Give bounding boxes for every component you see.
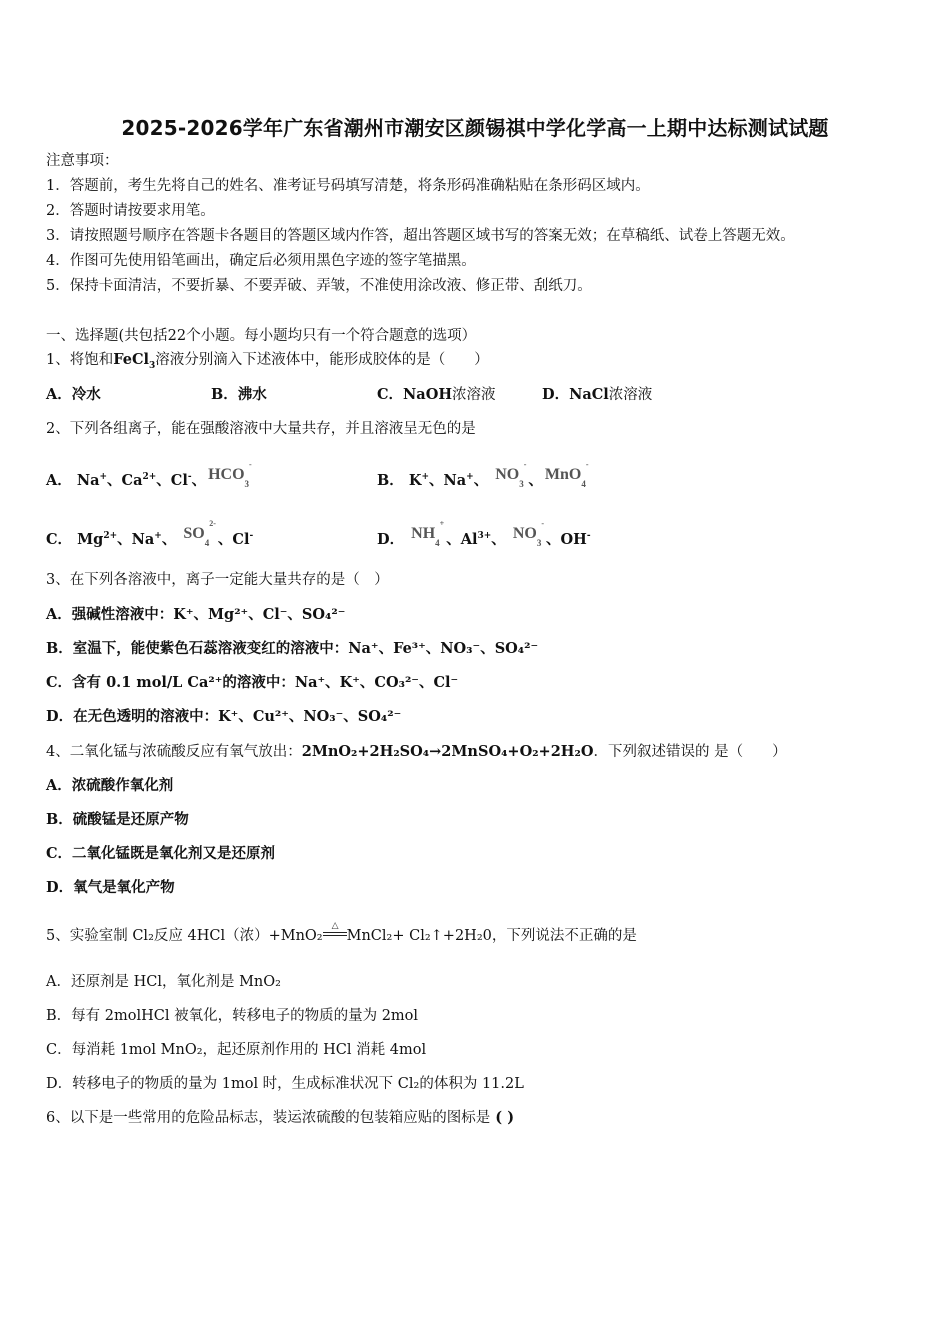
q2-option-a[interactable]: A． Na+、$Ca^{2+}$、Cl-、 $HCO_3^-$ xyxy=(46,459,252,490)
ion-image: $NO_3^-$ xyxy=(495,459,527,490)
notice-item: 2．答题时请按要求用笔。 xyxy=(46,203,215,219)
q3-option-b[interactable]: B．室温下，能使紫色石蕊溶液变红的溶液中：Na⁺、Fe³⁺、NO₃⁻、SO₄²⁻ xyxy=(46,640,539,657)
ion-image: $NH_4^+$ xyxy=(411,518,445,549)
question-6-stem: 6、以下是一些常用的危险品标志，装运浓硫酸的包装箱应贴的图标是 ( ) xyxy=(46,1109,515,1126)
q3-option-d[interactable]: D．在无色透明的溶液中：K⁺、Cu²⁺、NO₃⁻、SO₄²⁻ xyxy=(46,708,402,725)
q5-option-c[interactable]: C．每消耗 1mol MnO₂，起还原剂作用的 HCl 消耗 4mol xyxy=(46,1042,427,1058)
q2-option-d[interactable]: D． $NH_4^+$、$Al^{3+}$、 $NO_3^-$、OH- xyxy=(377,518,591,549)
question-1-stem xyxy=(46,350,489,370)
q1-option-b[interactable]: B．沸水 xyxy=(211,386,267,403)
q5-option-b[interactable]: B．每有 2molHCl 被氧化，转移电子的物质的量为 2mol xyxy=(46,1008,419,1024)
notice-item: 3．请按照题号顺序在答题卡各题目的答题区域内作答，超出答题区域书写的答案无效；在草稿纸、试卷上答题无效。 xyxy=(46,228,795,244)
notice-heading: 注意事项： xyxy=(46,153,119,169)
q4-option-a[interactable]: A．浓硫酸作氧化剂 xyxy=(46,777,174,794)
q1-stem-text: 1、将饱和 xyxy=(46,352,114,368)
notice-item: 1．答题前，考生先将自己的姓名、准考证号码填写清楚，将条形码准确粘贴在条形码区域内。 xyxy=(46,178,650,194)
q2-option-c[interactable]: C． $Mg^{2+}$、Na+、 $SO_4^{2-}$、Cl- xyxy=(46,518,254,549)
ion-image: MnO$_4$- xyxy=(544,459,589,490)
q4-option-d[interactable]: D．氧气是氧化产物 xyxy=(46,879,175,896)
q1-option-c[interactable]: C．NaOH浓溶液 xyxy=(377,386,496,403)
q1-formula: FeCl$_3$ xyxy=(113,351,156,371)
q1-option-a[interactable]: A．冷水 xyxy=(46,386,101,403)
ion-image: $SO_4^{2-}$ xyxy=(183,518,216,549)
notice-item: 5．保持卡面清洁，不要折暴、不要弄破、弄皱，不准使用涂改液、修正带、刮纸刀。 xyxy=(46,278,592,294)
q3-option-a[interactable]: A．强碱性溶液中：K⁺、Mg²⁺、Cl⁻、SO₄²⁻ xyxy=(46,606,346,623)
q4-option-b[interactable]: B．硫酸锰是还原产物 xyxy=(46,811,189,828)
ion-image: $NO_3^-$ xyxy=(512,518,545,549)
question-2-stem: 2、下列各组离子，能在强酸溶液中大量共存，并且溶液呈无色的是 xyxy=(46,421,476,437)
section-heading: 一、选择题(共包括22个小题。每小题均只有一个符合题意的选项） xyxy=(46,328,477,344)
ion-image: $HCO_3^-$ xyxy=(208,459,252,490)
page-title: 2025-2026学年广东省潮州市潮安区颜锡祺中学化学高一上期中达标测试试题 xyxy=(121,116,829,140)
question-4-stem: 4、二氧化锰与浓硫酸反应有氧气放出：2MnO₂+2H₂SO₄→2MnSO₄+O₂+2H₂O．下列叙述错误的 是（ ） xyxy=(46,743,787,760)
q1-stem-text: 溶液分别滴入下述液体中，能形成胶体的是（ ） xyxy=(155,352,489,368)
q3-option-c[interactable]: C．含有 0.1 mol/L Ca²⁺的溶液中：Na⁺、K⁺、CO₃²⁻、Cl⁻ xyxy=(46,674,459,691)
q5-option-d[interactable]: D．转移电子的物质的量为 1mol 时，生成标准状况下 Cl₂的体积为 11.2L xyxy=(46,1076,524,1092)
q2-option-b[interactable]: B． K+、Na+、 $NO_3^-$、 MnO$_4$- xyxy=(377,459,589,490)
equals-heat-icon: △ xyxy=(323,926,347,946)
q5-option-a[interactable]: A．还原剂是 HCl，氧化剂是 MnO₂ xyxy=(46,974,281,990)
q4-option-c[interactable]: C．二氧化锰既是氧化剂又是还原剂 xyxy=(46,845,276,862)
question-3-stem: 3、在下列各溶液中，离子一定能大量共存的是（ ） xyxy=(46,572,389,588)
q1-option-d[interactable]: D．NaCl浓溶液 xyxy=(542,386,653,403)
question-5-stem: 5、实验室制 Cl₂反应 4HCl（浓）+MnO₂ △ MnCl₂+ Cl₂↑+2H₂0，下列说法不正确的是 xyxy=(46,921,637,944)
notice-item: 4．作图可先使用铅笔画出，确定后必须用黑色字迹的签字笔描黑。 xyxy=(46,253,476,269)
